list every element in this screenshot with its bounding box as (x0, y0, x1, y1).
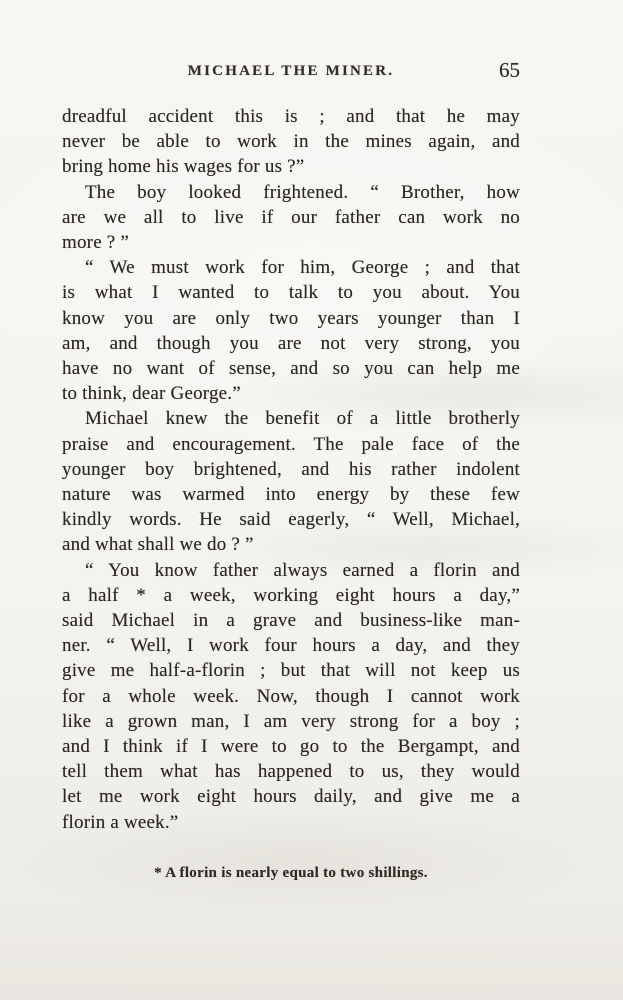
text-line: are we all to live if our father can work no (62, 206, 520, 228)
text-line: “ You know father always earned a florin and (85, 559, 520, 581)
text-line: Michael knew the benefit of a little brotherly (85, 408, 520, 430)
paragraph (62, 558, 520, 835)
text-line: ner. “ Well, I work four hours a day, and they (62, 635, 520, 657)
text-line: let me work eight hours daily, and give me a (62, 786, 520, 808)
text-line: for a whole week. Now, though I cannot work (62, 685, 520, 707)
paragraph (62, 104, 520, 180)
page-content (62, 0, 520, 882)
text-line: am, and though you are not very strong, you (62, 332, 520, 354)
text-line: like a grown man, I am very strong for a boy ; (62, 710, 520, 732)
text-line: know you are only two years younger than I (62, 307, 520, 329)
text-line: to think, dear George.” (62, 383, 241, 405)
running-header (62, 0, 520, 87)
text-line: said Michael in a grave and business-like man- (62, 610, 520, 632)
page-number: 65 (499, 58, 520, 82)
text-line: younger boy brightened, and his rather indolent (62, 458, 520, 480)
text-line: have no want of sense, and so you can help me (62, 358, 520, 380)
text-line: tell them what has happened to us, they would (62, 761, 520, 783)
text-line: dreadful accident this is ; and that he may (62, 106, 520, 127)
text-line: praise and encouragement. The pale face of the (62, 433, 520, 455)
text-line: give me half-a-florin ; but that will not keep us (62, 660, 520, 682)
text-line: The boy looked frightened. “ Brother, how (85, 181, 520, 203)
footnote: * A florin is nearly equal to two shillings. (154, 864, 428, 881)
text-line: never be able to work in the mines again, and (62, 131, 520, 153)
page-text (62, 104, 520, 835)
text-line: kindly words. He said eagerly, “ Well, Michael, (62, 509, 520, 531)
text-line: more ? ” (62, 232, 130, 254)
text-line: and what shall we do ? ” (62, 534, 254, 556)
paragraph (62, 180, 520, 256)
text-line: florin a week.” (62, 811, 179, 833)
text-line: and I think if I were to go to the Bergampt, and (62, 736, 520, 758)
text-line: bring home his wages for us ?” (62, 156, 305, 178)
paragraph (62, 406, 520, 557)
text-line: a half * a week, working eight hours a day,” (62, 584, 520, 606)
paragraph (62, 255, 520, 406)
text-line: is what I wanted to talk to you about. You (62, 282, 520, 304)
text-line: nature was warmed into energy by these few (62, 484, 520, 506)
text-line: “ We must work for him, George ; and that (85, 257, 520, 279)
page-header-title: MICHAEL THE MINER. (187, 63, 395, 79)
